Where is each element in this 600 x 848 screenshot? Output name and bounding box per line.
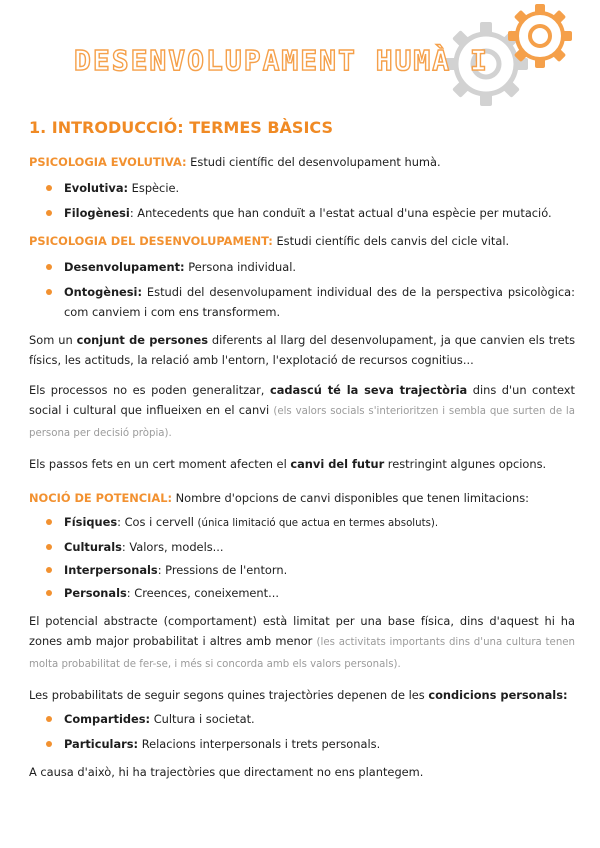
text: diferents al llarg del desenvolupament, ja que canvien els trets físics, les actituds, la relació amb l'entorn, l'explotació de recursos cognitius...	[29, 333, 575, 367]
bullet-list-desenvolupament	[29, 257, 575, 322]
bullet-list-evolutiva	[29, 178, 575, 223]
list-item	[29, 583, 575, 603]
text: Som un	[29, 333, 77, 347]
list-item	[29, 512, 575, 534]
bold-text: cadascú té la seva trajectòria	[269, 383, 468, 397]
paragraph-conjunt	[29, 330, 575, 370]
item-label: Culturals	[64, 540, 122, 554]
paragraph-final: A causa d'això, hi ha trajectòries que directament no ens plantegem.	[29, 765, 424, 779]
document-title: DESENVOLUPAMENT HUMÀ I	[74, 44, 489, 77]
definition-text: Nombre d'opcions de canvi disponibles que tenen limitacions:	[172, 491, 530, 505]
list-item	[29, 282, 575, 322]
text: Les probabilitats de seguir segons quines trajectòries depenen de les	[29, 688, 429, 702]
item-text: Espècie.	[128, 181, 180, 195]
item-label: Interpersonals	[64, 563, 158, 577]
bullet-icon	[46, 210, 52, 216]
definition-psicologia-evolutiva	[29, 152, 575, 172]
bullet-icon	[46, 741, 52, 747]
list-item	[29, 537, 575, 557]
term-label: PSICOLOGIA EVOLUTIVA:	[29, 155, 187, 169]
bold-text: condicions personals:	[428, 688, 568, 702]
paragraph-passos	[29, 454, 575, 474]
bullet-icon	[46, 590, 52, 596]
item-label: Físiques	[64, 515, 118, 529]
item-label: Filogènesi	[64, 206, 130, 220]
list-item	[29, 734, 575, 754]
list-item	[29, 560, 575, 580]
orange-gear	[508, 4, 572, 68]
term-label: PSICOLOGIA DEL DESENVOLUPAMENT:	[29, 234, 273, 248]
bullet-icon	[46, 519, 52, 525]
definition-potencial	[29, 488, 575, 508]
text: restringint algunes opcions.	[384, 457, 547, 471]
list-item	[29, 203, 575, 223]
item-label: Personals	[64, 586, 127, 600]
item-text: Cultura i societat.	[150, 712, 255, 726]
text: dins d'un context social i cultural que influeixen en el canvi	[29, 383, 575, 417]
paragraph-processos	[29, 380, 575, 444]
bullet-icon	[46, 716, 52, 722]
bullet-icon	[46, 544, 52, 550]
definition-text: Estudi científic dels canvis del cicle vital.	[272, 234, 510, 248]
item-text: : Valors, models...	[121, 540, 224, 554]
paragraph-potencial	[29, 611, 575, 675]
bullet-icon	[46, 185, 52, 191]
item-text: : Creences, coneixement...	[126, 586, 279, 600]
bullet-list-condicions	[29, 709, 575, 754]
item-label: Evolutiva:	[64, 181, 129, 195]
item-text: : Antecedents que han conduït a l'estat actual d'una espècie per mutació.	[129, 206, 552, 220]
bullet-list-potencial	[29, 512, 575, 603]
text: Els passos fets en un cert moment afecten el	[29, 457, 291, 471]
list-item	[29, 709, 575, 729]
item-label: Desenvolupament:	[64, 260, 185, 274]
bullet-icon	[46, 289, 52, 295]
note-text: (els valors socials s'interioritzen i sembla que surten de la persona per decisió pròpia).	[29, 406, 575, 439]
term-label: NOCIÓ DE POTENCIAL:	[29, 491, 173, 505]
bullet-icon	[46, 567, 52, 573]
bullet-icon	[46, 264, 52, 270]
definition-psicologia-desenvolupament	[29, 231, 575, 251]
item-text: Persona individual.	[184, 260, 297, 274]
item-label: Ontogènesi:	[64, 285, 143, 299]
list-item	[29, 257, 575, 277]
paragraph-probabilitats	[29, 685, 575, 705]
item-text: : Pressions de l'entorn.	[157, 563, 288, 577]
note-text: (les activitats importants dins d'una cultura tenen molta probabilitat de fer-se, i més si concorda amb els valors personals).	[29, 637, 576, 670]
section-heading: 1. INTRODUCCIÓ: TERMES BÀSICS	[29, 118, 333, 137]
list-item	[29, 178, 575, 198]
text: El potencial abstracte (comportament) està limitat per una base física, dins d'aquest hi ha zones amb major probabilitat i altres amb menor	[29, 614, 575, 648]
item-note: (única limitació que actua en termes absoluts).	[197, 518, 439, 529]
item-text: : Cos i cervell	[117, 515, 198, 529]
text: Els processos no es poden generalitzar,	[29, 383, 270, 397]
bold-text: conjunt de persones	[76, 333, 208, 347]
document-body	[29, 118, 575, 782]
item-text: Relacions interpersonals i trets personals.	[138, 737, 381, 751]
bold-text: canvi del futur	[290, 457, 385, 471]
item-label: Particulars:	[64, 737, 139, 751]
item-label: Compartides:	[64, 712, 151, 726]
item-text: Estudi del desenvolupament individual des de la perspectiva psicològica: com canviem i com ens transformem.	[64, 285, 575, 319]
definition-text: Estudi científic del desenvolupament humà.	[186, 155, 441, 169]
